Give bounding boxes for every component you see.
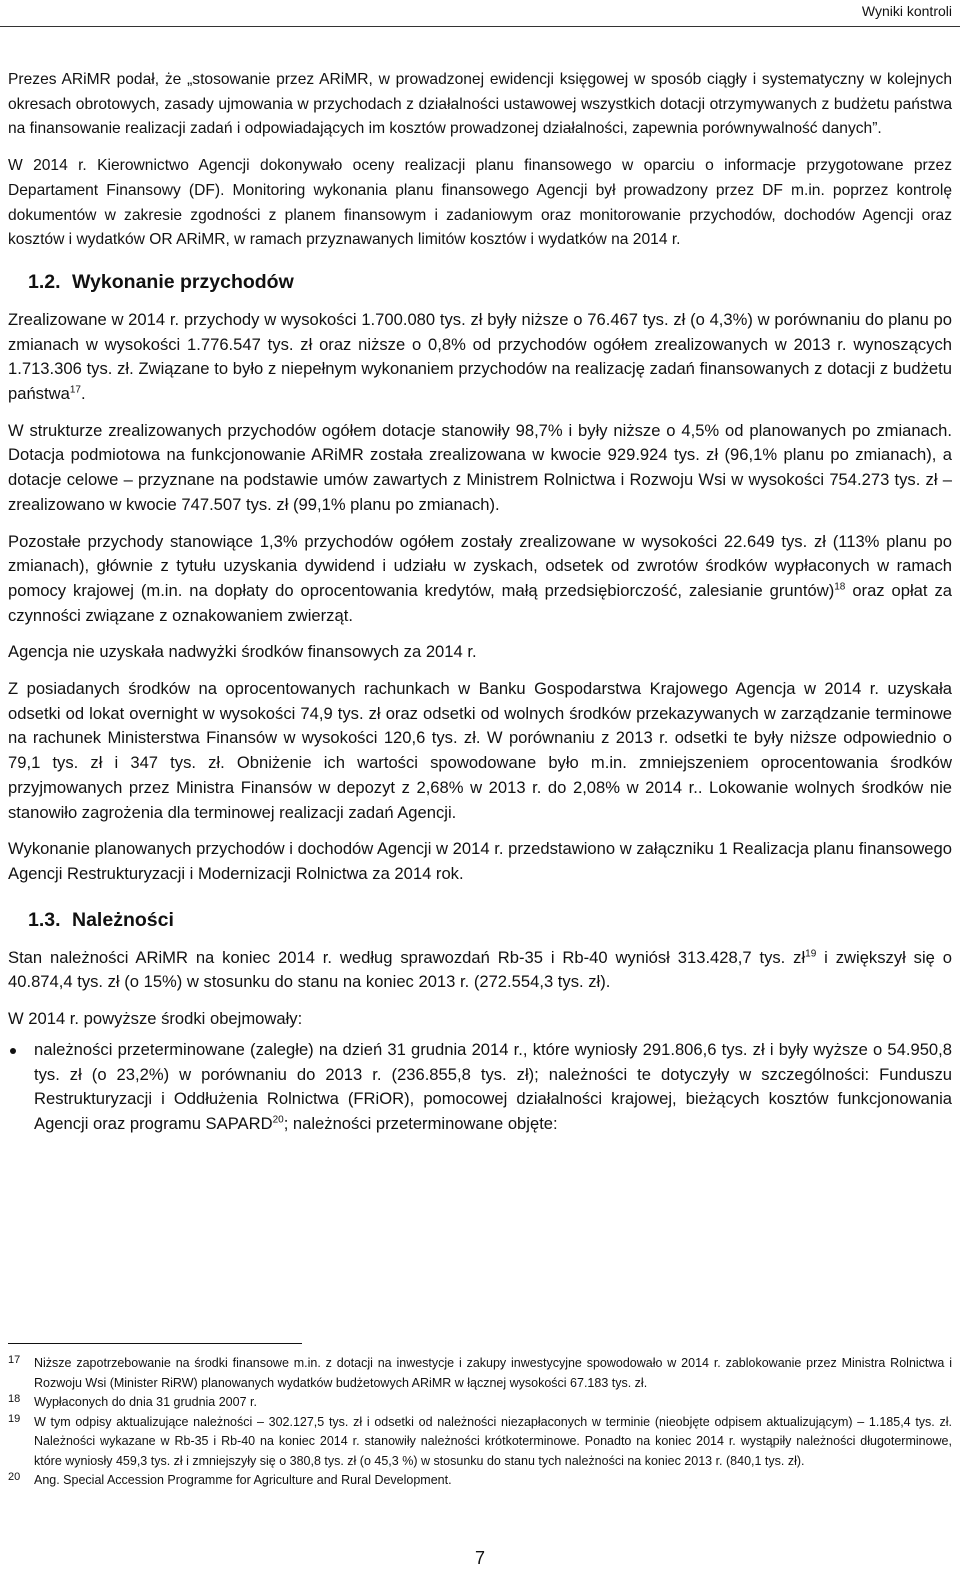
paragraph-odsetki: Z posiadanych środków na oprocentowanych rachunkach w Banku Gospodarstwa Krajowego Agencja w 2014 r. uzyskała odsetki od lokat overnight w wysokości 74,9 tys. zł oraz odsetki od wolnych środków przekazywanych w zarządzanie terminowe na rachunek Ministerstwa Finansów w wysokości 120,6 tys. zł. W porównaniu z 2013 r. odsetki te były niższe odpowiednio o 79,1 tys. zł i 347 tys. zł. Obniżenie ich wartości spowodowane było m.in. zmniejszeniem oprocentowania środków przyjmowanych przez Ministra Finansów w depozyt z 2,68% w 2013 r. do 2,08% w 2014 r.. Lokowanie wolnych środków nie stanowiło zagrożenia dla terminowej realizacji zadań Agencji.	[8, 679, 952, 822]
footnote-separator	[8, 1343, 302, 1344]
paragraph-wykonanie: Wykonanie planowanych przychodów i dochodów Agencji w 2014 r. przedstawiono w załączniku 1 Realizacja planu finansowego Agencji Restrukturyzacji i Modernizacji Rolnictwa za 2014 rok.	[8, 839, 952, 883]
list-item-text-end: ; należności przeterminowane objęte:	[283, 1113, 558, 1133]
footnote-text: Ang. Special Accession Programme for Agriculture and Rural Development.	[34, 1473, 452, 1487]
footnote-text: Wypłaconych do dnia 31 grudnia 2007 r.	[34, 1395, 257, 1409]
section-number: 1.2.	[28, 270, 61, 293]
paragraph-prezes: Prezes ARiMR podał, że „stosowanie przez ARiMR, w prowadzonej ewidencji księgowej w sposób ciągły i systematyczny w kolejnych okresach obrotowych, zasady ujmowania w przychodach z działalności ustawowej wszystkich dotacji otrzymywanych z budżetu państwa na finansowanie realizacji zadań i odpowiadających im kosztów prowadzonej działalności, zapewnia porównywalność danych”.	[8, 71, 952, 138]
footnote-number: 17	[8, 1354, 21, 1366]
footnote-19	[8, 1413, 952, 1472]
paragraph-text: Zrealizowane w 2014 r. przychody w wysokości 1.700.080 tys. zł były niższe o 76.467 tys. zł (o 4,3%) w porównaniu do planu po zmianach w wysokości 1.776.547 tys. zł oraz niższe o 0,8% od przychodów ogółem zrealizowanych w 2013 r. wynoszących 1.713.306 tys. zł. Związane to było z niepełnym wykonaniem przychodów na realizację zadań finansowanych z dotacji z budżetu państwa	[8, 309, 952, 404]
footnote-ref-19[interactable]: 19	[805, 948, 817, 960]
paragraph-stan-naleznosci	[8, 946, 952, 995]
footnote-number: 19	[8, 1412, 21, 1425]
bullet-icon	[10, 1048, 16, 1054]
paragraph-text-end: .	[80, 384, 86, 404]
paragraph-text-end: oraz opłat za czynności związane z oznakowaniem zwierząt.	[8, 580, 952, 625]
footnote-20	[8, 1471, 952, 1491]
footnotes	[8, 1354, 952, 1491]
header-title: Wyniki kontroli	[861, 3, 952, 19]
paragraph-text: Pozostałe przychody stanowiące 1,3% przychodów ogółem zostały zrealizowane w wysokości 22.649 tys. zł (113% planu po zmianach), głównie z tytułu uzyskania dywidend i udziału w zyskach, odsetek od zwrotów środków wypłaconych w ramach pomocy krajowej (m.in. na dopłaty do oprocentowania kredytów, małą przedsiębiorczość, zalesianie gruntów)	[8, 531, 952, 600]
paragraph-nadwyzka: Agencja nie uzyskała nadwyżki środków finansowych za 2014 r.	[8, 642, 477, 662]
list-item-text: należności przeterminowane (zaległe) na dzień 31 grudnia 2014 r., które wyniosły 291.806,6 tys. zł i były wyższe o 54.950,8 tys. zł (o 23,2%) w porównaniu do 2013 r. (236.855,8 tys. zł); należności te dotyczyły w szczególności: Funduszu Restrukturyzacji i Oddłużenia Rolnictwa (FRiOR), pomocowej działalności krajowej, bieżących kosztów funkcjonowania Agencji oraz programu SAPARD	[34, 1039, 952, 1133]
list-item	[8, 1038, 952, 1137]
section-number: 1.3.	[28, 908, 61, 931]
section-heading-1-3	[8, 909, 952, 932]
footnote-18	[8, 1393, 952, 1413]
paragraph-text-end: i zwiększył się o 40.874,4 tys. zł (o 15%) w stosunku do stanu na koniec 2013 r. (272.554,3 tys. zł).	[8, 947, 953, 992]
footnote-ref-18[interactable]: 18	[834, 581, 846, 593]
paragraph-obejmowaly: W 2014 r. powyższe środki obejmowały:	[8, 1009, 303, 1029]
footnote-text: Niższe zapotrzebowanie na środki finansowe m.in. z dotacji na inwestycje i zakupy inwestycyjne spowodowało w 2014 r. zablokowanie przez Ministra Rolnictwa i Rozwoju Wsi (Minister RiRW) planowanych wydatków budżetowych ARiMR w łącznej wysokości 67.183 tys. zł.	[34, 1356, 952, 1390]
page-number: 7	[474, 1548, 485, 1568]
section-title: Wykonanie przychodów	[72, 270, 294, 293]
footnote-17	[8, 1354, 952, 1393]
footnote-number: 20	[8, 1471, 21, 1483]
paragraph-struktura: W strukturze zrealizowanych przychodów ogółem dotacje stanowiły 98,7% i były niższe o 4,5% od planowanych po zmianach. Dotacja podmiotowa na funkcjonowanie ARiMR została zrealizowana w kwocie 929.924 tys. zł (96,1% planu po zmianach), a dotacje celowe – przyznane na podstawie umów zawartych z Ministrem Rolnictwa i Rozwoju Wsi w wysokości 754.273 tys. zł – zrealizowano w kwocie 747.507 tys. zł (99,1% planu po zmianach).	[8, 420, 952, 514]
section-title: Należności	[72, 908, 174, 931]
footnote-ref-17[interactable]: 17	[69, 384, 81, 396]
paragraph-zrealizowane	[8, 308, 952, 407]
page-header	[0, 0, 960, 27]
footnote-number: 18	[8, 1393, 21, 1405]
footnote-text: W tym odpisy aktualizujące należności – 302.127,5 tys. zł i odsetki od należności niezapłaconych w terminie (nieobjęte odpisem aktualizującym) – 1.185,4 tys. zł. Należności wykazane w Rb-35 i Rb-40 na koniec 2014 r. stanowiły należności krótkoterminowe. Ponadto na koniec 2014 r. wystąpiły należności długoterminowe, które wyniosły 459,3 tys. zł i zmniejszyły się o 380,8 tys. zł (o 45,3 %) w stosunku do stanu tych należności na koniec 2013 r. (840,1 tys. zł).	[34, 1414, 952, 1468]
bullet-list	[8, 1038, 952, 1137]
paragraph-kierownictwo: W 2014 r. Kierownictwo Agencji dokonywało oceny realizacji planu finansowego w oparciu o informacje przygotowane przez Departament Finansowy (DF). Monitoring wykonania planu finansowego Agencji był prowadzony przez DF m.in. poprzez kontrolę dokumentów w zakresie zgodności z planem finansowym i zadaniowym oraz monitorowanie przychodów, dochodów Agencji oraz kosztów i wydatków OR ARiMR, w ramach przyznawanych limitów kosztów i wydatków na 2014 r.	[8, 157, 952, 249]
section-heading-1-2	[8, 271, 952, 294]
paragraph-text: Stan należności ARiMR na koniec 2014 r. według sprawozdań Rb-35 i Rb-40 wyniósł 313.428,7 tys. zł	[8, 947, 806, 967]
main-content	[8, 68, 952, 1137]
footnote-ref-20[interactable]: 20	[272, 1114, 284, 1126]
paragraph-pozostale	[8, 530, 952, 629]
